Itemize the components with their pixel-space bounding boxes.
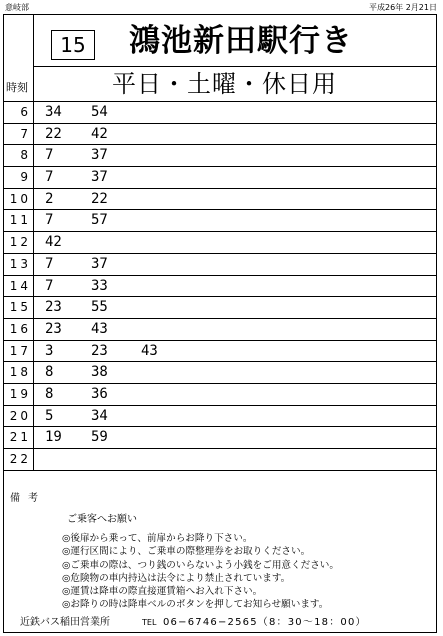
table-row: [4, 276, 436, 298]
departure-minute: 33: [91, 277, 108, 294]
departure-minute: 38: [91, 364, 108, 381]
departure-minute: 7: [45, 147, 54, 164]
minutes-cell: [37, 145, 436, 166]
departure-minute: 19: [45, 429, 62, 446]
table-row: [4, 145, 436, 167]
passenger-request-heading: ご乗客へお願い: [67, 514, 137, 525]
table-row: [4, 427, 436, 449]
hour-cell: 7: [4, 124, 34, 145]
departure-minute: 34: [91, 407, 108, 424]
minutes-cell: [37, 210, 436, 231]
departure-minute: 55: [91, 299, 108, 316]
table-row: [4, 297, 436, 319]
table-row: [4, 341, 436, 363]
table-row: [4, 449, 436, 471]
tel-label: TEL: [142, 618, 157, 627]
departure-minute: 54: [91, 104, 108, 120]
departure-minute: 7: [45, 212, 54, 229]
departure-minute: 43: [91, 320, 108, 337]
table-row: [4, 384, 436, 406]
hour-cell: 16: [4, 319, 34, 340]
departure-minute: 23: [45, 320, 62, 337]
departure-minute: 42: [91, 125, 108, 142]
notes-list: [62, 532, 432, 612]
table-row: [4, 362, 436, 384]
departure-minute: 23: [45, 299, 62, 316]
minutes-cell: [37, 297, 436, 318]
departure-minute: 34: [45, 104, 62, 120]
table-row: [4, 254, 436, 276]
hour-cell: 9: [4, 167, 34, 188]
issue-date: 平成26年 2月21日: [369, 3, 437, 12]
note-item: ◎お降りの時は降車ベルのボタンを押してお知らせ願います。: [62, 599, 329, 611]
departure-minute: 37: [91, 147, 108, 164]
departure-minute: 23: [91, 342, 108, 359]
table-row: [4, 189, 436, 211]
minutes-cell: [37, 406, 436, 427]
minutes-cell: [37, 102, 436, 123]
note-item: ◎危険物の車内持込は法令により禁止されています。: [62, 572, 291, 584]
note-item: ◎運行区間により、ご乗車の際整理券をお取りください。: [62, 546, 311, 558]
notes-label: 備考: [10, 493, 46, 504]
minutes-cell: [37, 232, 436, 253]
departure-minute: 43: [141, 342, 158, 359]
hour-cell: 12: [4, 232, 34, 253]
departure-minute: 57: [91, 212, 108, 229]
note-item: ◎ご乗車の際は、つり銭のいらないよう小銭をご用意ください。: [62, 559, 339, 571]
table-row: [4, 232, 436, 254]
stop-name: 意岐部: [5, 3, 29, 12]
minutes-cell: [37, 449, 436, 470]
header: [4, 15, 436, 101]
departure-minute: 5: [45, 407, 54, 424]
timetable-frame: [3, 14, 437, 633]
top-line: [2, 2, 439, 14]
hour-cell: 11: [4, 210, 34, 231]
hour-cell: 18: [4, 362, 34, 383]
table-row: [4, 319, 436, 341]
departure-minute: 7: [45, 169, 54, 186]
departure-minute: 2: [45, 190, 54, 207]
departure-minute: 42: [45, 234, 62, 251]
timetable-grid: [4, 101, 436, 471]
departure-minute: 8: [45, 364, 54, 381]
hour-cell: 22: [4, 449, 34, 470]
departure-minute: 3: [45, 342, 54, 359]
minutes-cell: [37, 341, 436, 362]
table-row: [4, 124, 436, 146]
hour-cell: 6: [4, 102, 34, 123]
departure-minute: 37: [91, 255, 108, 272]
departure-minute: 59: [91, 429, 108, 446]
route-number-box: 15: [51, 30, 95, 60]
hour-cell: 17: [4, 341, 34, 362]
hour-cell: 15: [4, 297, 34, 318]
departure-minute: 37: [91, 169, 108, 186]
header-left-column: [4, 15, 34, 101]
table-row: [4, 406, 436, 428]
minutes-cell: [37, 124, 436, 145]
hour-cell: 20: [4, 406, 34, 427]
departure-minute: 22: [45, 125, 62, 142]
minutes-cell: [37, 189, 436, 210]
hour-cell: 14: [4, 276, 34, 297]
minutes-cell: [37, 427, 436, 448]
minutes-cell: [37, 384, 436, 405]
destination-title: 鴻池新田駅行き: [129, 23, 353, 59]
departure-minute: 8: [45, 385, 54, 402]
hour-cell: 10: [4, 189, 34, 210]
table-row: [4, 210, 436, 232]
note-item: ◎運賃は降車の際直接運賃箱へお入れ下さい。: [62, 586, 263, 598]
departure-minute: 7: [45, 277, 54, 294]
notes-section: [4, 491, 436, 632]
hour-cell: 21: [4, 427, 34, 448]
departure-minute: 22: [91, 190, 108, 207]
table-row: [4, 167, 436, 189]
departure-minute: 36: [91, 385, 108, 402]
minutes-cell: [37, 254, 436, 275]
hour-cell: 13: [4, 254, 34, 275]
minutes-cell: [37, 167, 436, 188]
phone-number: 06−6746−2565（8：30〜18：00）: [163, 617, 367, 628]
day-type: 平日・土曜・休日用: [112, 70, 337, 98]
minutes-cell: [37, 276, 436, 297]
minutes-cell: [37, 362, 436, 383]
table-row: [4, 102, 436, 124]
office-name: 近鉄バス稲田営業所: [20, 617, 110, 628]
hour-column-label: 時刻: [6, 81, 28, 94]
note-item: ◎後扉から乗って、前扉からお降り下さい。: [62, 533, 253, 544]
minutes-cell: [37, 319, 436, 340]
departure-minute: 7: [45, 255, 54, 272]
hour-cell: 19: [4, 384, 34, 405]
hour-cell: 8: [4, 145, 34, 166]
